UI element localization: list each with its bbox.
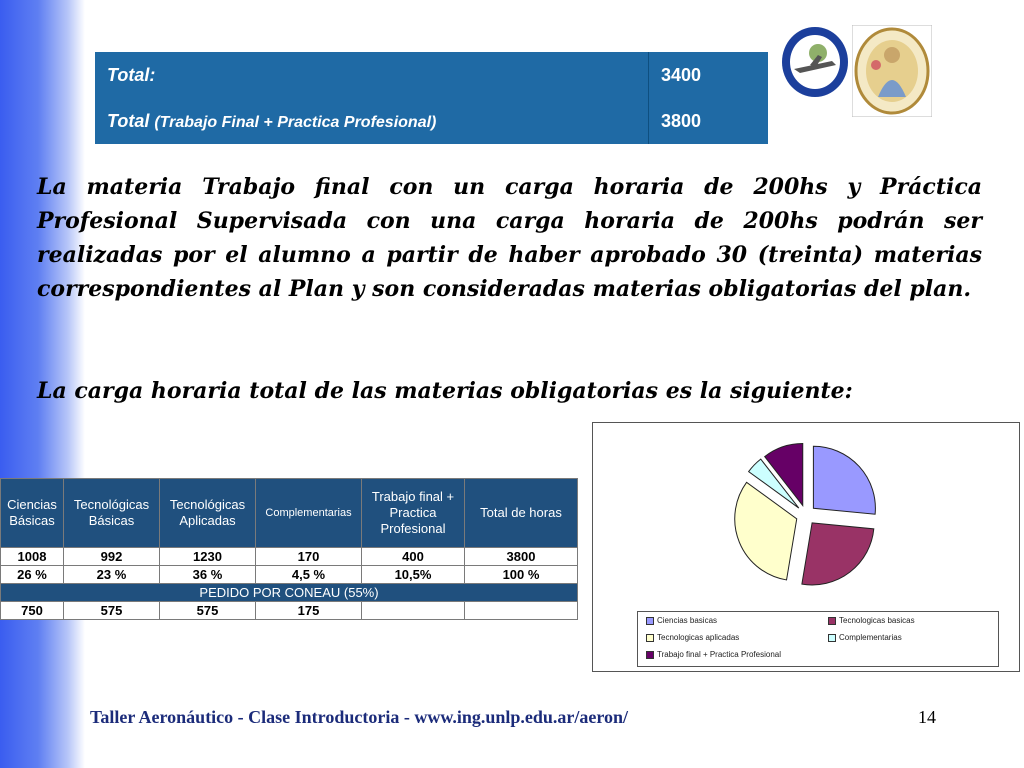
table-header-row xyxy=(1,479,578,548)
table-cell: 36 % xyxy=(160,566,256,584)
header-cell: Complementarias xyxy=(256,479,362,548)
body-paragraph: La materia Trabajo final con un carga horaria de 200hs y Práctica Profesional Supervisada con una carga horaria de 200hs podrán ser realizadas por el alumno a partir de haber aprobado 30 (treinta) materias correspondientes al Plan y son consideradas materias obligatorias del plan. xyxy=(37,174,982,302)
table-cell: 575 xyxy=(160,602,256,620)
legend-swatch xyxy=(828,634,836,642)
pie-slice-1 xyxy=(802,523,874,585)
legend-item xyxy=(646,633,739,642)
summary-label: Total: xyxy=(107,64,156,85)
table-cell: 575 xyxy=(64,602,160,620)
table-cell: 4,5 % xyxy=(256,566,362,584)
legend-label: Complementarias xyxy=(839,633,902,642)
legend-swatch xyxy=(646,634,654,642)
legend-label: Tecnologicas basicas xyxy=(839,616,915,625)
pie-slice-0 xyxy=(813,446,875,514)
table-cell: 1008 xyxy=(1,548,64,566)
table-cell xyxy=(362,602,465,620)
legend-label: Tecnologicas aplicadas xyxy=(657,633,740,642)
table-cell: 400 xyxy=(362,548,465,566)
legend-label: Ciencias basicas xyxy=(657,616,718,625)
chart-legend xyxy=(637,611,999,667)
table-cell: 992 xyxy=(64,548,160,566)
header-cell: Ciencias Básicas xyxy=(1,479,64,548)
legend-item xyxy=(828,633,902,642)
pedido-row xyxy=(1,584,578,602)
body-paragraph: La carga horaria total de las materias obligatorias es la siguiente: xyxy=(37,378,853,404)
table-row xyxy=(1,602,578,620)
table-row xyxy=(1,566,578,584)
pie-chart-panel xyxy=(592,422,1020,672)
table-cell: 10,5% xyxy=(362,566,465,584)
table-cell xyxy=(465,602,578,620)
header-cell: Tecnológicas Aplicadas xyxy=(160,479,256,548)
table-cell: 100 % xyxy=(465,566,578,584)
header-cell: Tecnológicas Básicas xyxy=(64,479,160,548)
table-row xyxy=(1,548,578,566)
table-cell: 3800 xyxy=(465,548,578,566)
page-number: 14 xyxy=(918,707,936,727)
table-cell: 750 xyxy=(1,602,64,620)
footer-text: Taller Aeronáutico - Clase Introductoria - www.ing.unlp.edu.ar/aeron/ xyxy=(90,707,629,727)
hours-table xyxy=(0,478,578,620)
summary-value: 3400 xyxy=(649,52,769,98)
table-cell: 170 xyxy=(256,548,362,566)
summary-label: Total (Trabajo Final + Practica Profesional) xyxy=(107,110,437,131)
legend-item xyxy=(646,616,717,625)
summary-row xyxy=(95,98,768,144)
table-cell: 175 xyxy=(256,602,362,620)
legend-item xyxy=(646,650,781,659)
legend-item xyxy=(828,616,915,625)
table-cell: 26 % xyxy=(1,566,64,584)
legend-swatch xyxy=(646,617,654,625)
aeronautica-department-logo xyxy=(780,25,850,104)
unlp-seal-logo xyxy=(852,25,932,122)
legend-label: Trabajo final + Practica Profesional xyxy=(657,650,781,659)
summary-value: 3800 xyxy=(649,98,769,144)
table-cell: 1230 xyxy=(160,548,256,566)
legend-swatch xyxy=(646,651,654,659)
header-cell: Total de horas xyxy=(465,479,578,548)
pie-chart xyxy=(593,423,1019,608)
summary-note: (Trabajo Final + Practica Profesional) xyxy=(154,113,437,131)
pedido-label: PEDIDO POR CONEAU (55%) xyxy=(1,584,578,602)
summary-row xyxy=(95,52,768,98)
summary-table xyxy=(95,52,768,144)
table-cell: 23 % xyxy=(64,566,160,584)
header-cell: Trabajo final + Practica Profesional xyxy=(362,479,465,548)
legend-swatch xyxy=(828,617,836,625)
